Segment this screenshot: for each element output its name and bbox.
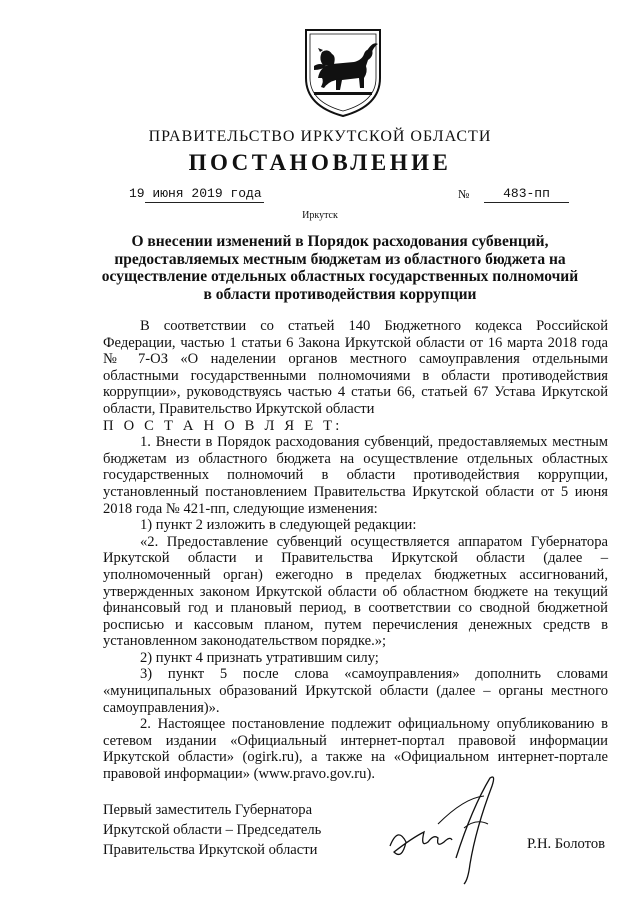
- preamble-paragraph: В соответствии со статьей 140 Бюджетного кодекса Российской Федерации, частью 1 статьи 6 Закона Иркутской области от 16 марта 2018 года № 7-ОЗ «О наделении органов местного самоуправления отдельными областными государственными полномочиями в области противодействия коррупции», руководствуясь частью 4 статьи 66, статьей 67 Устава Иркутской области, Правительство Иркутской области: [103, 318, 608, 417]
- paragraph-1: 1. Внести в Порядок расходования субвенций, предоставляемых местным бюджетам из областного бюджета на осуществление отдельных областных государственных полномочий в области противодействия коррупции, установленный постановлением Правительства Иркутской области от 5 июня 2018 года № 421-пп, следующие изменения:: [103, 434, 608, 517]
- date-underline: [145, 202, 264, 203]
- signatory-position: [103, 800, 321, 860]
- resolves-heading: П О С Т А Н О В Л Я Е Т:: [103, 417, 343, 434]
- document-body: [103, 318, 608, 783]
- coat-of-arms-icon: [302, 26, 384, 118]
- subparagraph-2: 2) пункт 4 признать утратившим силу;: [140, 649, 379, 666]
- document-type: ПОСТАНОВЛЕНИЕ: [188, 150, 452, 175]
- number-label: №: [458, 187, 470, 201]
- document-number: [484, 186, 569, 201]
- paragraph-2: 2. Настоящее постановление подлежит официальному опубликованию в сетевом издании «Официальный интернет-портал правовой информации Иркутской области» (ogirk.ru), а также на «Официальном интернет-портале правовой информации» (www.pravo.gov.ru).: [103, 716, 608, 783]
- handwritten-signature-icon: [368, 768, 508, 888]
- signatory-name: Р.Н. Болотов: [527, 836, 606, 852]
- document-title: О внесении изменений в Порядок расходования субвенций, предоставляемых местным бюджетам из областного бюджета на осуществление отдельных областных государственных полномочий в области противодействия коррупции: [101, 233, 579, 303]
- number-value: 483-пп: [503, 186, 550, 201]
- subparagraph-1: 1) пункт 2 изложить в следующей редакции:: [140, 517, 417, 534]
- signatory-line-3: Правительства Иркутской области: [103, 842, 318, 858]
- signatory-line-1: Первый заместитель Губернатора: [103, 802, 313, 818]
- subparagraph-3: 3) пункт 5 после слова «самоуправления» дополнить словами «муниципальных образований Иркутской области (далее – органы местного самоуправления)».: [103, 666, 608, 716]
- date-value: 19 июня 2019 года: [129, 186, 262, 201]
- city: Иркутск: [302, 210, 338, 221]
- number-underline: [484, 202, 569, 203]
- subparagraph-1-quote: «2. Предоставление субвенций осуществляется аппаратом Губернатора Иркутской области и Правительства Иркутской области (далее – уполномоченный орган) ежегодно в пределах бюджетных ассигнований, утвержденных законом Иркутской области об областном бюджете на текущий финансовый год и плановый период, в соответствии со сводной бюджетной росписью и кассовым планом, путем перечисления денежных средств в установленном законодательством порядке.»;: [103, 533, 608, 650]
- organization-name: ПРАВИТЕЛЬСТВО ИРКУТСКОЙ ОБЛАСТИ: [148, 128, 492, 145]
- signatory-line-2: Иркутской области – Председатель: [103, 822, 322, 838]
- document-date: [129, 186, 264, 201]
